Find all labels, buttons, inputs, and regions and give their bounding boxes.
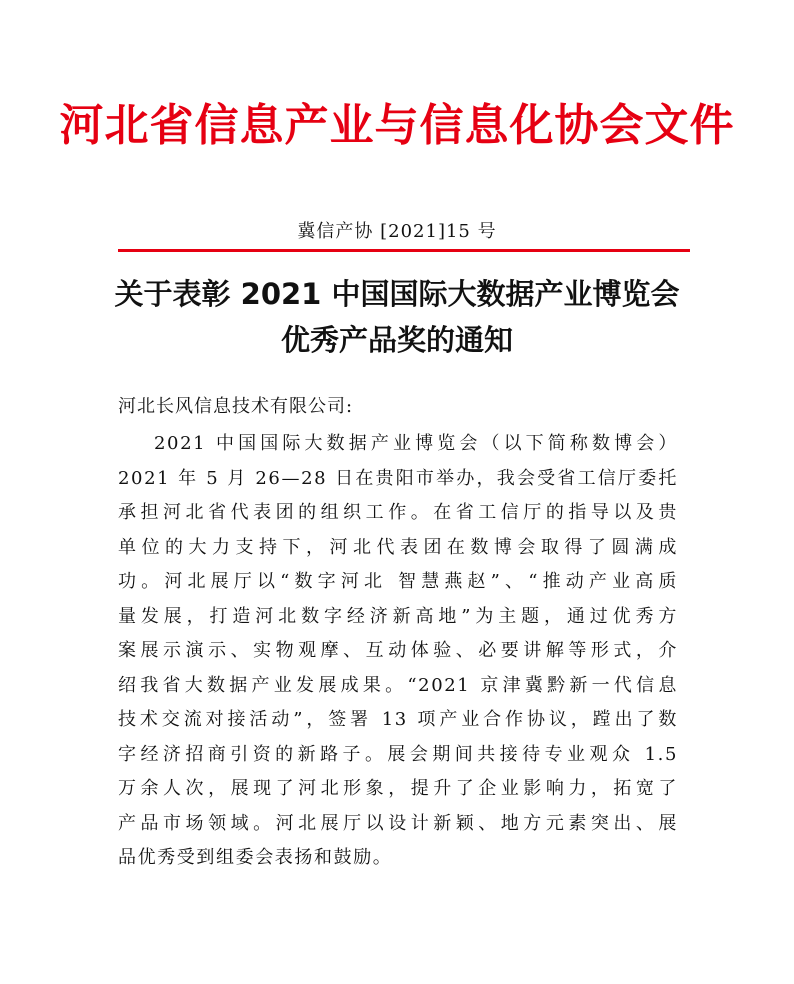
body-line: 2021 年 5 月 26—28 日在贵阳市举办，我会受省工信厅委托 bbox=[118, 467, 678, 489]
notice-title-line-2: 优秀产品奖的通知 bbox=[280, 323, 513, 357]
body-line: 绍我省大数据产业发展成果。“2021 京津冀黔新一代信息 bbox=[118, 674, 678, 696]
body-line: 单位的大力支持下，河北代表团在数博会取得了圆满成 bbox=[118, 536, 678, 558]
body-line: 品优秀受到组委会表扬和鼓励。 bbox=[118, 847, 393, 868]
body-line: 产品市场领域。河北展厅以设计新颖、地方元素突出、展 bbox=[118, 812, 678, 834]
body-line: 案展示演示、实物观摩、互动体验、必要讲解等形式，介 bbox=[118, 640, 678, 661]
body-paragraph bbox=[118, 427, 678, 876]
red-divider-line bbox=[118, 249, 690, 252]
notice-title-line-1: 关于表彰 2021 中国国际大数据产业博览会 bbox=[114, 277, 680, 311]
body-line: 2021 中国国际大数据产业博览会（以下简称数博会） bbox=[154, 433, 678, 454]
body-line: 字经济招商引资的新路子。展会期间共接待专业观众 1.5 bbox=[118, 743, 678, 765]
salutation: 河北长风信息技术有限公司: bbox=[118, 396, 354, 417]
issuer-header: 河北省信息产业与信息化协会文件 bbox=[59, 100, 735, 151]
body-line: 量发展，打造河北数字经济新高地”为主题，通过优秀方 bbox=[118, 605, 678, 627]
body-line: 承担河北省代表团的组织工作。在省工信厅的指导以及贵 bbox=[118, 502, 678, 523]
body-line: 功。河北展厅以“数字河北 智慧燕赵”、“推动产业高质 bbox=[118, 571, 678, 592]
body-line: 万余人次，展现了河北形象，提升了企业影响力，拓宽了 bbox=[118, 778, 678, 799]
body-line: 技术交流对接活动”，签署 13 项产业合作协议，蹚出了数 bbox=[118, 709, 678, 730]
document-number: 冀信产协 [2021]15 号 bbox=[297, 221, 497, 242]
